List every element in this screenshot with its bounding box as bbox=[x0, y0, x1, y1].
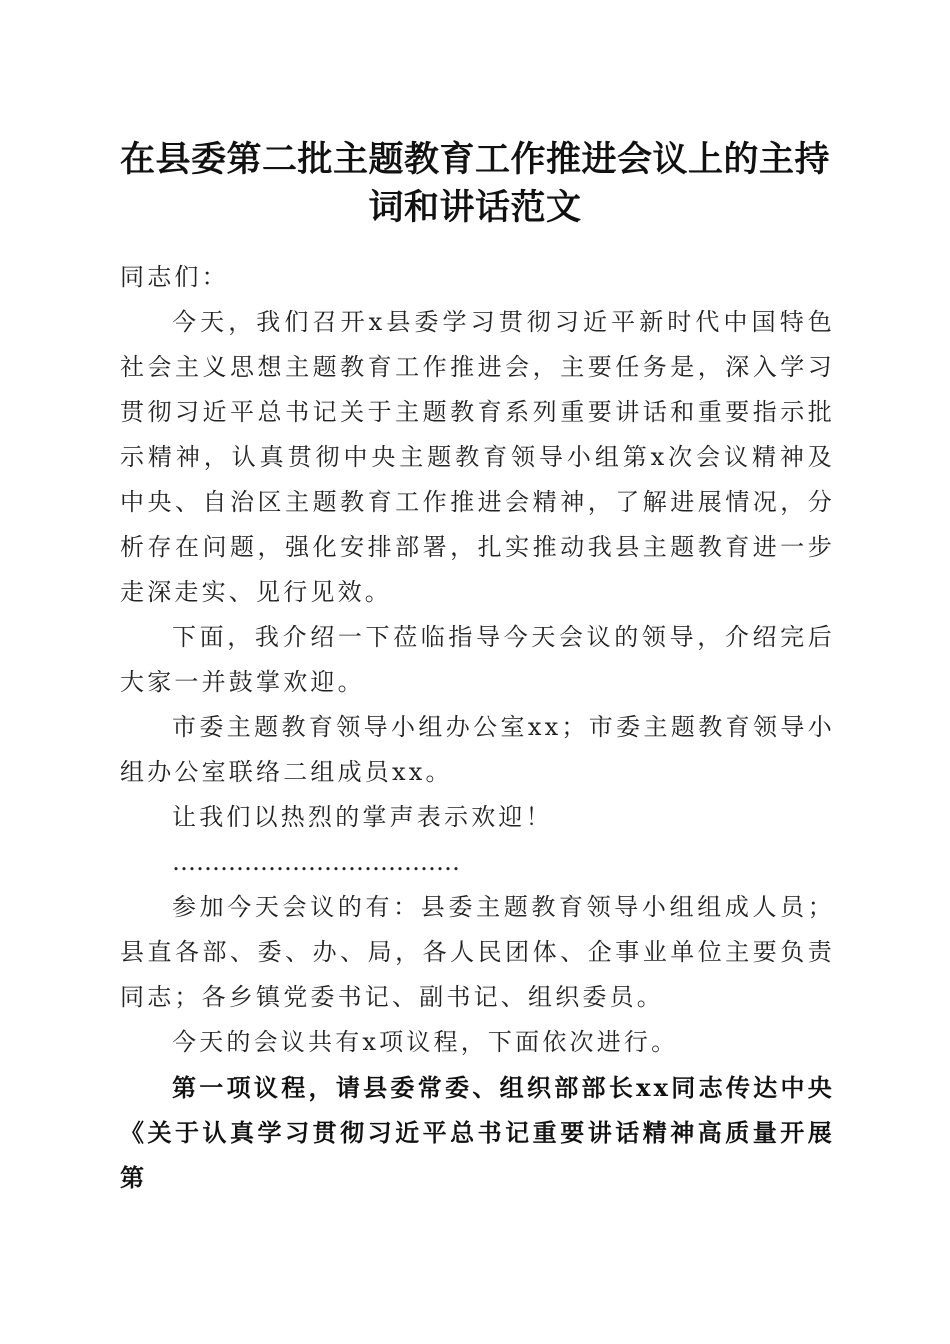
paragraph-attendees: 参加今天会议的有：县委主题教育领导小组组成人员；县直各部、委、办、局，各人民团体、企事业单位主要负责同志；各乡镇党委书记、副书记、组织委员。 bbox=[120, 893, 835, 1011]
title-line-2: 词和讲话范文 bbox=[368, 187, 582, 228]
paragraph-opening: 今天，我们召开x县委学习贯彻习近平新时代中国特色社会主义思想主题教育工作推进会，主要任务是，深入学习贯彻习近平总书记关于主题教育系列重要讲话和重要指示批示精神，认真贯彻中央主题教育领导小组第x次会议精神及中央、自治区主题教育工作推进会精神，了解进展情况，分析存在问题，强化安排部署，扎实推动我县主题教育进一步走深走实、见行见效。 bbox=[120, 308, 835, 606]
paragraph-introduce-leaders: 下面，我介绍一下莅临指导今天会议的领导，介绍完后大家一并鼓掌欢迎。 bbox=[120, 623, 835, 696]
title-line-1: 在县委第二批主题教育工作推进会议上的主持 bbox=[119, 139, 830, 180]
document-body bbox=[120, 255, 835, 1200]
paragraph-ellipsis: ……………………………… bbox=[172, 848, 460, 876]
document-title bbox=[100, 136, 850, 232]
paragraph-leader-list: 市委主题教育领导小组办公室xx；市委主题教育领导小组办公室联络二组成员xx。 bbox=[120, 713, 835, 786]
paragraph-applause: 让我们以热烈的掌声表示欢迎！ bbox=[172, 803, 553, 831]
paragraph-agenda-intro: 今天的会议共有x项议程，下面依次进行。 bbox=[172, 1028, 679, 1056]
salutation: 同志们： bbox=[120, 263, 229, 291]
paragraph-agenda-item-1: 第一项议程，请县委常委、组织部部长xx同志传达中央《关于认真学习贯彻习近平总书记重要讲话精神高质量开展第 bbox=[120, 1073, 835, 1192]
